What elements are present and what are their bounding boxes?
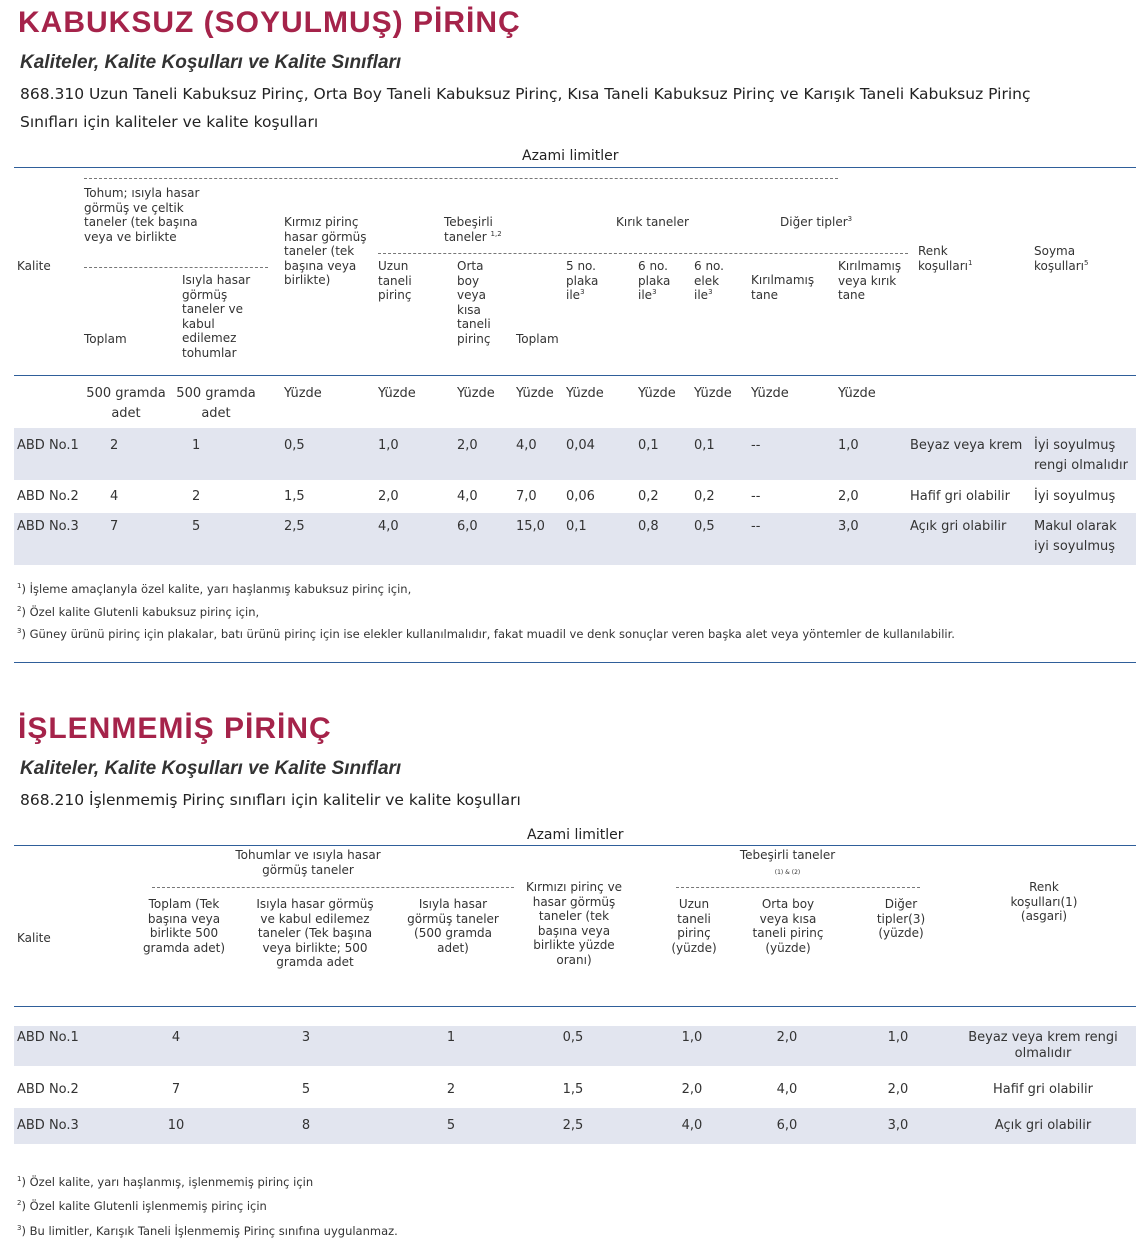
s1-unit-2: 500 gramda adet <box>176 386 256 421</box>
s1-unit-6: Yüzde <box>516 386 554 401</box>
s2-row1-kalite: ABD No.1 <box>17 1030 79 1045</box>
s1-footnote-1 <box>17 582 411 596</box>
s2-row2-cell-7: 2,0 <box>887 1082 909 1097</box>
s2-row1-cell-2: 3 <box>301 1030 311 1045</box>
s1-hdr-kirilmamis: Kırılmamış tane <box>751 273 815 302</box>
section1-top-rule <box>14 167 1136 168</box>
s1-unit-10: Yüzde <box>751 386 789 401</box>
s1-hdr-kirilmamis-kirik: Kırılmamış veya kırık tane <box>838 259 902 302</box>
s2-row2-cell-6: 4,0 <box>776 1082 798 1097</box>
s1-row2-cell-3: 1,5 <box>284 489 305 504</box>
s1-row1-cell-3: 0,5 <box>284 438 305 453</box>
s2-row1-renk: Beyaz veya krem rengi olmalıdır <box>968 1030 1118 1061</box>
s2-hdr-orta: Orta boy veya kısa taneli pirinç (yüzde) <box>752 897 824 955</box>
section1-header-rule <box>14 375 1136 376</box>
s1-hdr-toplam: Toplam <box>84 332 127 346</box>
s1-row1-cell-11: 1,0 <box>838 438 859 453</box>
s2-row1-cell-6: 2,0 <box>776 1030 798 1045</box>
s1-footnote-text: ) İşleme amaçlanyla özel kalite, yarı haşlanmış kabuksuz pirinç için, <box>21 582 412 596</box>
s1-footnote-3 <box>17 627 955 641</box>
s2-row2-cell-1: 7 <box>171 1082 181 1097</box>
s2-row1-cell-5: 1,0 <box>681 1030 703 1045</box>
s1-row1-kalite: ABD No.1 <box>17 438 79 453</box>
s2-footnote-mark: 1 <box>17 1175 22 1184</box>
s1-row3-cell-7: 0,1 <box>566 519 587 534</box>
s1-row1-cell-7: 0,04 <box>566 438 595 453</box>
s1-row3-cell-4: 4,0 <box>378 519 399 534</box>
s2-footnote-text: ) Özel kalite, yarı haşlanmış, işlenmemiş pirinç için <box>21 1175 314 1189</box>
s2-row2-cell-3: 2 <box>446 1082 456 1097</box>
section2-subtitle: Kaliteler, Kalite Koşulları ve Kalite Sınıfları <box>20 758 402 779</box>
s1-footnote-mark: 2 <box>17 605 22 614</box>
s1-dash-tohum <box>84 267 268 268</box>
s1-row1-renk: Beyaz veya krem <box>910 438 1023 453</box>
section1-bottom-rule <box>14 662 1136 663</box>
s2-footnote-2 <box>17 1199 267 1213</box>
s1-row2-cell-8: 0,2 <box>638 489 659 504</box>
section1-azami-label: Azami limitler <box>522 148 619 164</box>
s1-hdr-elek6: 6 no. elek ile$^3$ <box>694 259 724 302</box>
s1-row2-cell-6: 7,0 <box>516 489 537 504</box>
s2-hdr-diger: Diğer tipler(3) (yüzde) <box>876 897 926 940</box>
section2-title: İŞLENMEMİŞ PİRİNÇ <box>18 712 332 745</box>
s1-row2-cell-2: 2 <box>192 489 201 504</box>
s2-hdr-kalite: Kalite <box>17 931 51 945</box>
s1-row2-kalite: ABD No.2 <box>17 489 79 504</box>
s1-unit-9: Yüzde <box>694 386 732 401</box>
s1-row2-cell-5: 4,0 <box>457 489 478 504</box>
s1-row2-cell-11: 2,0 <box>838 489 859 504</box>
s2-footnote-3 <box>17 1224 398 1238</box>
s2-row2-cell-2: 5 <box>301 1082 311 1097</box>
s1-hdr-plaka6: 6 no. plaka ile$^3$ <box>638 259 671 302</box>
s1-hdr-kirik: Kırık taneler <box>616 215 689 229</box>
s1-footnote-2 <box>17 605 259 619</box>
s1-row2-cell-7: 0,06 <box>566 489 595 504</box>
s1-footnote-mark: 3 <box>17 627 22 636</box>
s2-footnote-mark: 3 <box>17 1224 22 1233</box>
s1-hdr-plaka5: 5 no. plaka ile$^3$ <box>566 259 599 302</box>
section2-intro: 868.210 İşlenmemiş Pirinç sınıfları için kalitelir ve kalite koşulları <box>20 791 521 809</box>
s1-row1-cell-9: 0,1 <box>694 438 715 453</box>
s2-footnote-text: ) Bu limitler, Karışık Taneli İşlenmemiş Pirinç sınıfına uygulanmaz. <box>21 1224 398 1238</box>
s2-row1-cell-3: 1 <box>446 1030 456 1045</box>
s2-row2-cell-5: 2,0 <box>681 1082 703 1097</box>
s1-row2-soyma: İyi soyulmuş <box>1034 489 1116 504</box>
s1-unit-4: Yüzde <box>378 386 416 401</box>
s1-row3-kalite: ABD No.3 <box>17 519 79 534</box>
s1-hdr-tebesirli: Tebeşirli taneler $^{1,2}$ <box>444 215 502 244</box>
section1-intro-line2: Sınıfları için kaliteler ve kalite koşulları <box>20 113 319 131</box>
s1-hdr-kalite: Kalite <box>17 259 51 273</box>
s1-row3-cell-3: 2,5 <box>284 519 305 534</box>
s2-row3-cell-3: 5 <box>446 1118 456 1133</box>
s1-row1-cell-5: 2,0 <box>457 438 478 453</box>
s2-row1-cell-7: 1,0 <box>887 1030 909 1045</box>
section1-title: KABUKSUZ (SOYULMUŞ) PİRİNÇ <box>18 6 521 39</box>
s2-hdr-tebesirli: Tebeşirli taneler (1) & (2) <box>739 848 836 876</box>
s1-unit-5: Yüzde <box>457 386 495 401</box>
s2-row3-cell-2: 8 <box>301 1118 311 1133</box>
s1-hdr-tohum: Tohum; ısıyla hasar görmüş ve çeltik taneler (tek başına veya ve birlikte <box>84 186 200 244</box>
s2-row1-cell-4: 0,5 <box>562 1030 584 1045</box>
section2-azami-label: Azami limitler <box>527 827 624 843</box>
s2-row2-cell-4: 1,5 <box>562 1082 584 1097</box>
s1-row3-renk: Açık gri olabilir <box>910 519 1007 534</box>
section1-subtitle: Kaliteler, Kalite Koşulları ve Kalite Sınıfları <box>20 52 402 73</box>
s2-hdr-kirmizi: Kırmızı pirinç ve hasar görmüş taneler (tek başına veya birlikte yüzde oranı) <box>525 880 623 967</box>
s2-row3-cell-7: 3,0 <box>887 1118 909 1133</box>
s1-row2-cell-9: 0,2 <box>694 489 715 504</box>
s1-unit-7: Yüzde <box>566 386 604 401</box>
s2-hdr-isiyla-kabul: Isıyla hasar görmüş ve kabul edilemez taneler (Tek başına veya birlikte; 500 gramda adet <box>256 897 374 969</box>
section2-header-rule <box>14 1006 1136 1007</box>
s1-row1-soyma: İyi soyulmuş rengi olmalıdır <box>1034 438 1128 473</box>
s1-hdr-soyma: Soyma koşulları$^5$ <box>1034 244 1089 273</box>
s1-hdr-kirik-toplam: Toplam <box>516 332 559 346</box>
s1-hdr-orta: Orta boy veya kısa taneli pirinç <box>457 259 491 346</box>
s2-row3-cell-6: 6,0 <box>776 1118 798 1133</box>
s2-hdr-tohumlar: Tohumlar ve ısıyla hasar görmüş taneler <box>235 848 381 877</box>
s1-footnote-text: ) Özel kalite Glutenli kabuksuz pirinç için, <box>21 605 260 619</box>
s1-unit-3: Yüzde <box>284 386 322 401</box>
s1-dash-sub <box>378 253 908 254</box>
s1-row3-cell-2: 5 <box>192 519 201 534</box>
s1-row2-cell-10: -- <box>751 489 761 504</box>
s1-row2-cell-4: 2,0 <box>378 489 399 504</box>
s1-row3-cell-5: 6,0 <box>457 519 478 534</box>
s1-unit-11: Yüzde <box>838 386 876 401</box>
s1-row1-cell-10: -- <box>751 438 761 453</box>
s2-footnote-1 <box>17 1175 313 1189</box>
s2-row2-kalite: ABD No.2 <box>17 1082 79 1097</box>
s1-row1-cell-4: 1,0 <box>378 438 399 453</box>
s2-dash-tebesirli <box>676 887 920 888</box>
s2-hdr-toplam: Toplam (Tek başına veya birlikte 500 gramda adet) <box>142 897 226 955</box>
s1-row3-cell-10: -- <box>751 519 761 534</box>
s1-row3-cell-1: 7 <box>110 519 119 534</box>
s1-row1-cell-1: 2 <box>110 438 119 453</box>
s1-footnote-mark: 1 <box>17 582 22 591</box>
s1-footnote-text: ) Güney ürünü pirinç için plakalar, batı ürünü pirinç için ise elekler kullanılmalıdır, fakat muadil ve denk sonuçlar veren başka alet veya yöntemler de kullanılabilir. <box>21 627 955 641</box>
s1-unit-1: 500 gramda adet <box>86 386 166 421</box>
s2-row1-cell-1: 4 <box>171 1030 181 1045</box>
s1-row1-cell-2: 1 <box>192 438 201 453</box>
section1-dash-top <box>84 178 838 179</box>
s2-row3-cell-5: 4,0 <box>681 1118 703 1133</box>
s2-footnote-mark: 2 <box>17 1199 22 1208</box>
section2-top-rule <box>14 845 1136 846</box>
s1-row3-cell-6: 15,0 <box>516 519 545 534</box>
s1-row3-cell-9: 0,5 <box>694 519 715 534</box>
s1-hdr-diger: Diğer tipler$^3$ <box>780 215 853 229</box>
s2-dash-tohumlar <box>152 887 514 888</box>
s1-row2-cell-1: 4 <box>110 489 119 504</box>
s2-row3-cell-1: 10 <box>167 1118 185 1133</box>
s1-row1-cell-6: 4,0 <box>516 438 537 453</box>
s2-row3-cell-4: 2,5 <box>562 1118 584 1133</box>
s1-row2-renk: Hafif gri olabilir <box>910 489 1010 504</box>
s2-row3-renk: Açık gri olabilir <box>994 1118 1092 1133</box>
s1-hdr-isiyla: Isıyla hasar görmüş taneler ve kabul edilemez tohumlar <box>182 273 251 360</box>
s1-unit-8: Yüzde <box>638 386 676 401</box>
s2-row3-kalite: ABD No.3 <box>17 1118 79 1133</box>
s2-hdr-isiyla: Isıyla hasar görmüş taneler (500 gramda adet) <box>407 897 499 955</box>
s2-footnote-text: ) Özel kalite Glutenli işlenmemiş pirinç için <box>21 1199 267 1213</box>
s1-row3-cell-8: 0,8 <box>638 519 659 534</box>
s1-row3-cell-11: 3,0 <box>838 519 859 534</box>
s1-hdr-uzun: Uzun taneli pirinç <box>378 259 412 302</box>
section1-intro-line1: 868.310 Uzun Taneli Kabuksuz Pirinç, Orta Boy Taneli Kabuksuz Pirinç, Kısa Taneli Kabuksuz Pirinç ve Karışık Taneli Kabuksuz Pirinç <box>20 85 1031 103</box>
s2-row2-renk: Hafif gri olabilir <box>993 1082 1093 1097</box>
s1-row1-cell-8: 0,1 <box>638 438 659 453</box>
s2-hdr-renk: Renk koşulları(1) (asgari) <box>1010 880 1078 923</box>
s2-hdr-uzun: Uzun taneli pirinç (yüzde) <box>671 897 717 955</box>
s1-hdr-kirmizi: Kırmız pirinç hasar görmüş taneler (tek başına veya birlikte) <box>284 215 367 287</box>
s1-row3-soyma: Makul olarak iyi soyulmuş <box>1034 519 1117 554</box>
s1-hdr-renk: Renk koşulları$^1$ <box>918 244 973 273</box>
